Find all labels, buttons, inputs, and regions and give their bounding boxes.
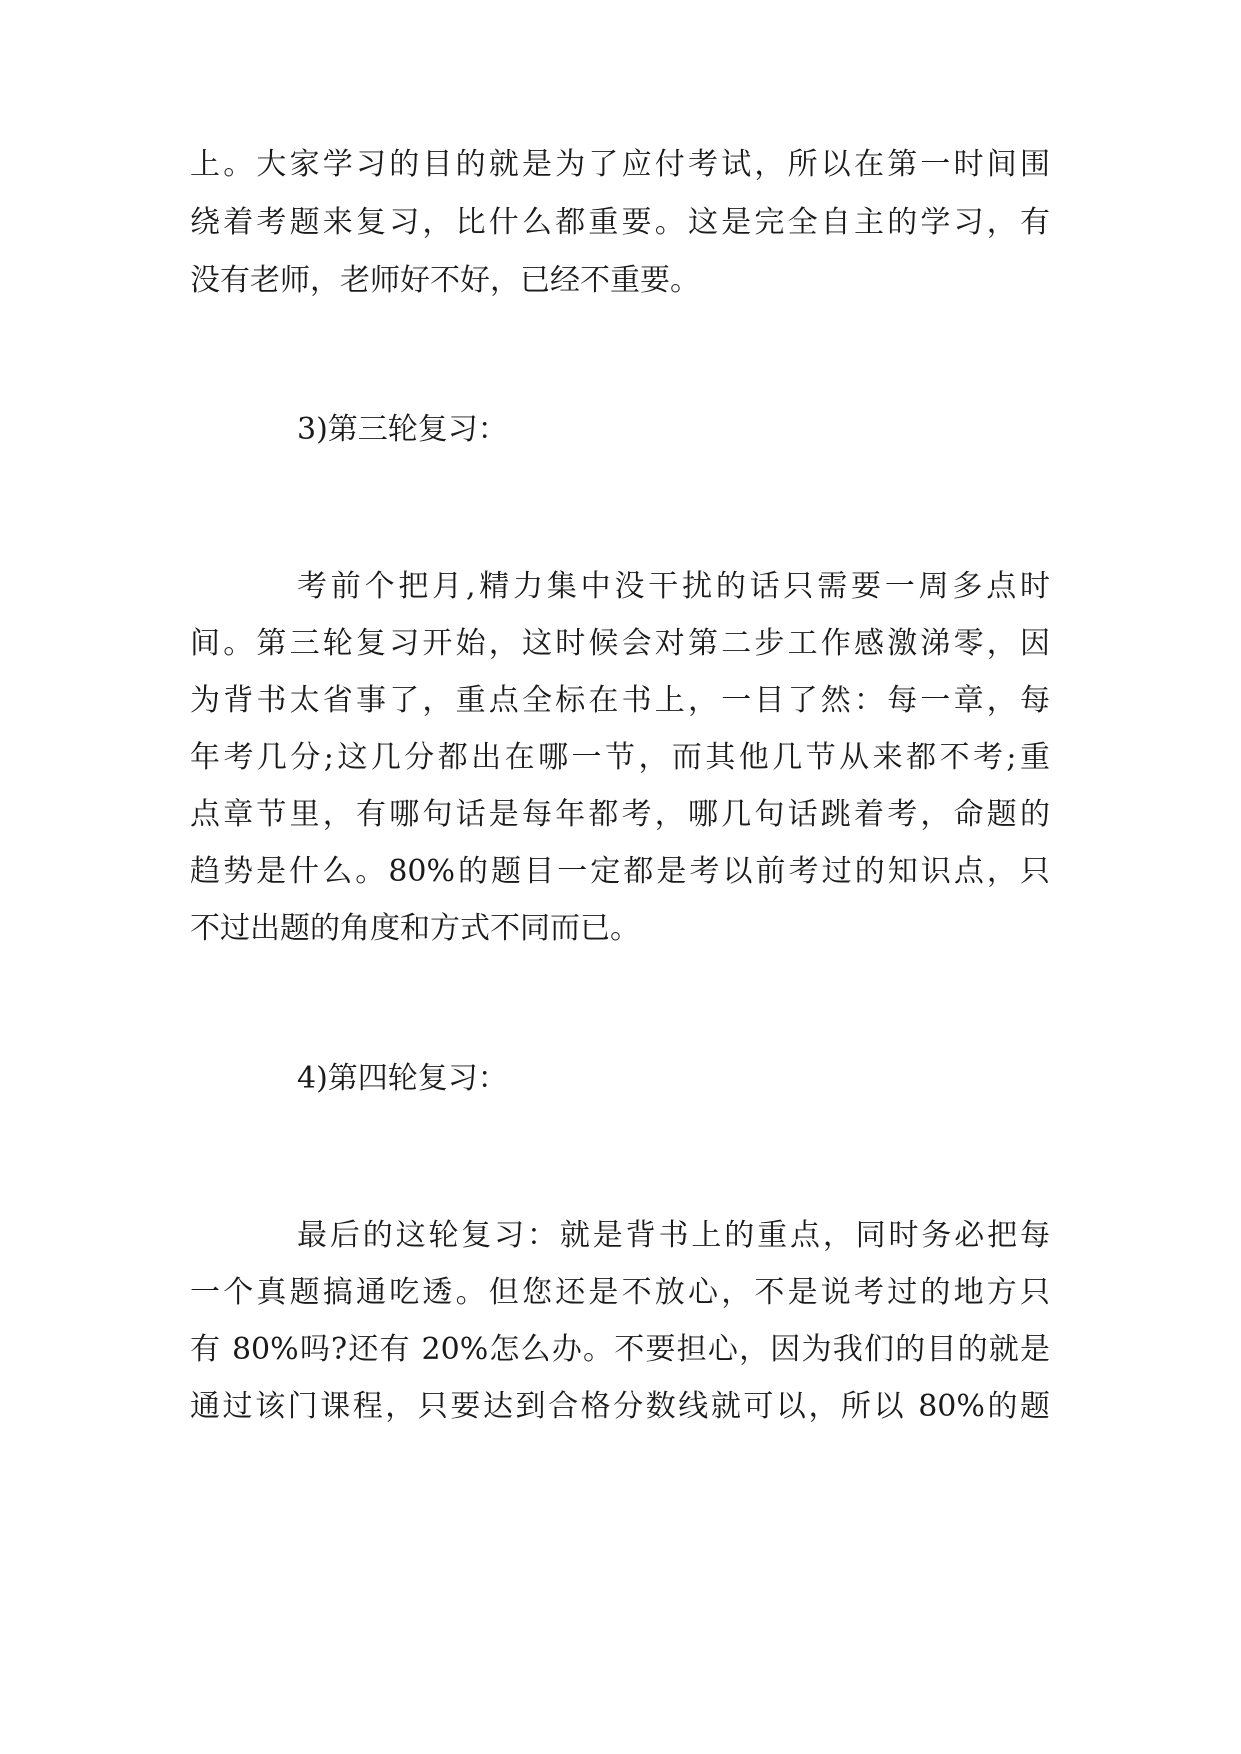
body-text-line: 考前个把月,精力集中没干扰的话只需要一周多点时 (297, 569, 1050, 604)
body-text-line: 年考几分;这几分都出在哪一节，而其他几节从来都不考;重 (190, 740, 1050, 775)
body-text-line: 有 80%吗?还有 20%怎么办。不要担心，因为我们的目的就是 (190, 1332, 1050, 1367)
body-text-line: 通过该门课程，只要达到合格分数线就可以，所以 80%的题 (190, 1389, 1050, 1424)
body-text-line: 趋势是什么。80%的题目一定都是考以前考过的知识点，只 (190, 854, 1050, 889)
body-text-line: 上。大家学习的目的就是为了应付考试，所以在第一时间围 (190, 147, 1050, 182)
section-heading: 3)第三轮复习： (297, 412, 508, 447)
body-text-line: 间。第三轮复习开始，这时候会对第二步工作感激涕零，因 (190, 626, 1050, 661)
body-text-line: 为背书太省事了，重点全标在书上，一目了然：每一章，每 (190, 683, 1050, 718)
body-text-line: 没有老师，老师好不好，已经不重要。 (190, 263, 700, 298)
body-text-line: 一个真题搞通吃透。但您还是不放心，不是说考过的地方只 (190, 1275, 1050, 1310)
body-text-line: 最后的这轮复习：就是背书上的重点，同时务必把每 (297, 1218, 1050, 1253)
body-text-line: 不过出题的角度和方式不同而已。 (190, 911, 640, 946)
body-text-line: 绕着考题来复习，比什么都重要。这是完全自主的学习，有 (190, 205, 1050, 240)
section-heading: 4)第四轮复习： (297, 1061, 508, 1096)
body-text-line: 点章节里，有哪句话是每年都考，哪几句话跳着考，命题的 (190, 797, 1050, 832)
